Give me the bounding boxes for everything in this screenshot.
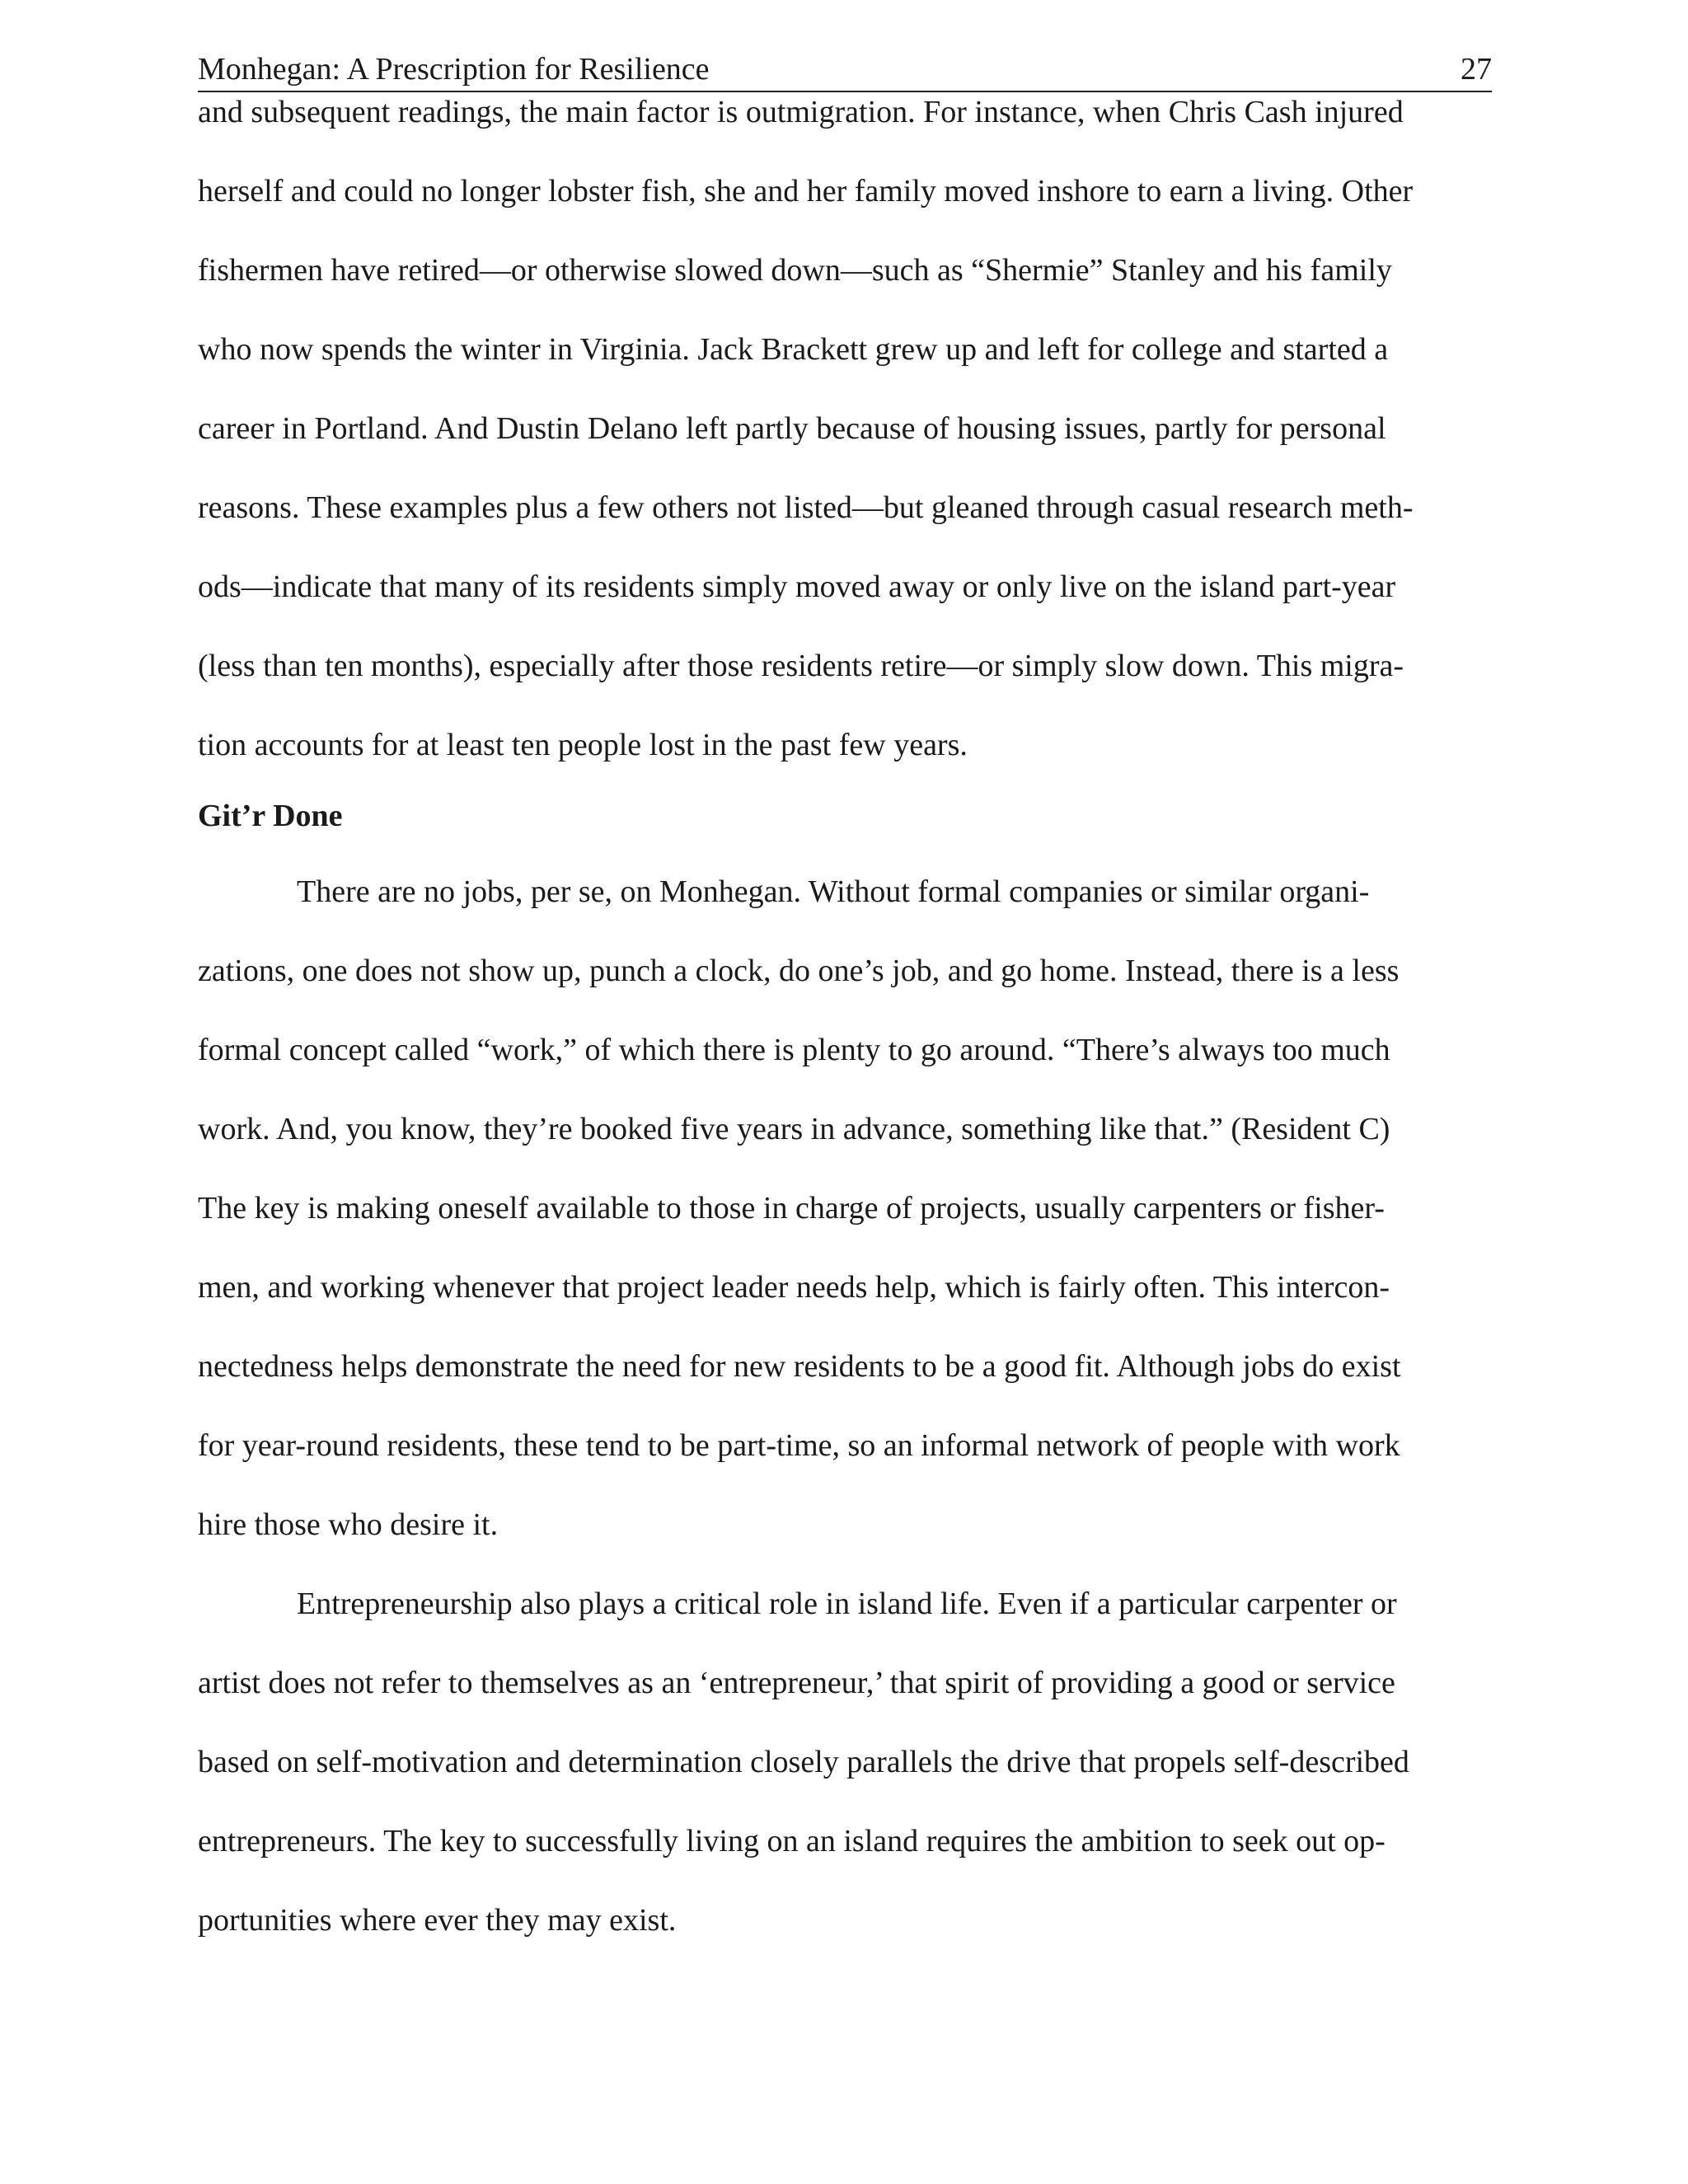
paragraph-entrepreneurship [198,1564,1492,1960]
section-heading: Git’r Done [198,799,343,833]
text-line: fishermen have retired—or otherwise slowed down—such as “Shermie” Stanley and his family [198,253,1392,288]
text-line: herself and could no longer lobster fish, she and her family moved inshore to earn a living. Other [198,174,1414,209]
text-line: career in Portland. And Dustin Delano left partly because of housing issues, partly for personal [198,411,1386,446]
paragraph-outmigration [198,73,1492,785]
text-line: hire those who desire it. [198,1507,499,1542]
text-line: men, and working whenever that project leader needs help, which is fairly often. This intercon- [198,1270,1390,1305]
text-line: ods—indicate that many of its residents simply moved away or only live on the island part-year [198,569,1396,604]
text-line: entrepreneurs. The key to successfully living on an island requires the ambition to seek out op- [198,1824,1386,1858]
text-line: nectedness helps demonstrate the need for new residents to be a good fit. Although jobs do exist [198,1349,1401,1384]
text-line: work. And, you know, they’re booked five years in advance, something like that.” (Resident C) [198,1112,1390,1146]
text-line: reasons. These examples plus a few others not listed—but gleaned through casual research meth- [198,490,1414,525]
text-line: There are no jobs, per se, on Monhegan. Without formal companies or similar organi- [297,874,1370,909]
text-line: artist does not refer to themselves as an ‘entrepreneur,’ that spirit of providing a good or service [198,1666,1395,1700]
running-header-title: Monhegan: A Prescription for Resilience [198,52,710,87]
text-line: (less than ten months), especially after those residents retire—or simply slow down. This migra- [198,649,1404,683]
text-line: based on self-motivation and determination closely parallels the drive that propels self-described [198,1745,1409,1779]
text-line: and subsequent readings, the main factor is outmigration. For instance, when Chris Cash injured [198,95,1404,129]
text-line: who now spends the winter in Virginia. Jack Brackett grew up and left for college and started a [198,332,1389,367]
page-number: 27 [1461,52,1492,87]
text-line: formal concept called “work,” of which there is plenty to go around. “There’s always too much [198,1033,1390,1067]
text-line: zations, one does not show up, punch a clock, do one’s job, and go home. Instead, there is a less [198,954,1400,988]
text-line: tion accounts for at least ten people lost in the past few years. [198,728,968,762]
paragraph-work [198,852,1492,1564]
text-line: portunities where ever they may exist. [198,1903,677,1938]
text-line: for year-round residents, these tend to be part-time, so an informal network of people with work [198,1428,1400,1463]
text-line: The key is making oneself available to those in charge of projects, usually carpenters or fisher- [198,1191,1385,1226]
text-line: Entrepreneurship also plays a critical role in island life. Even if a particular carpenter or [297,1586,1397,1621]
